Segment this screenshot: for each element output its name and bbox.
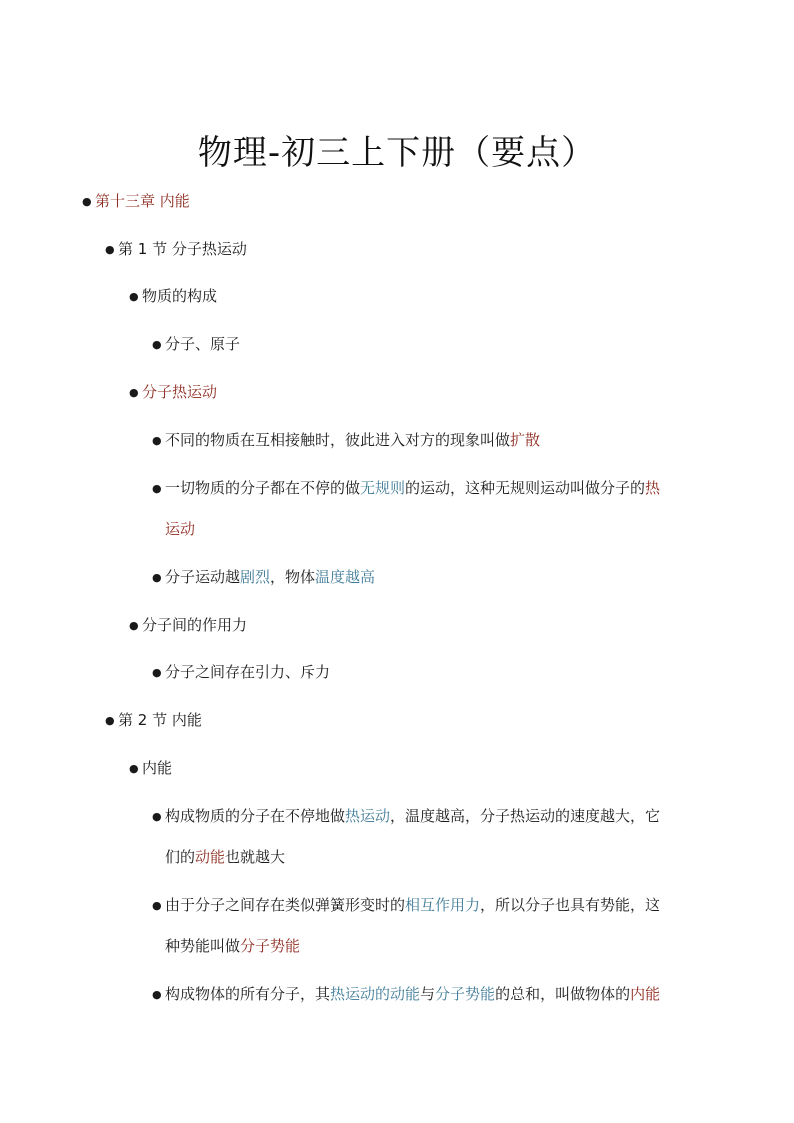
item-text: 构成物质的分子在不停地做 <box>165 807 346 825</box>
item-text: 与 <box>420 985 436 1003</box>
item-text: 内能 <box>142 759 173 777</box>
highlight-text: 热运动 <box>345 807 391 825</box>
item-text: 的运动，这种无规则运动叫做分子的 <box>405 479 646 497</box>
bullet-icon: ● <box>129 386 139 399</box>
item-text: 分子、原子 <box>165 335 241 353</box>
outline-item-potential-cont <box>165 926 300 967</box>
bullet-icon: ● <box>129 762 139 775</box>
item-text: 种势能叫做 <box>165 937 241 955</box>
outline-item-molecules-atoms <box>152 324 241 365</box>
bullet-icon: ● <box>152 899 162 912</box>
item-text: 分子热运动 <box>142 383 218 401</box>
outline-item-irregular <box>152 468 661 509</box>
outline-item-kinetic-cont <box>165 837 285 878</box>
highlight-text: 分子势能 <box>435 985 496 1003</box>
outline-item-sec2 <box>105 700 202 741</box>
outline-item-potential <box>152 885 661 926</box>
item-text: 物质的构成 <box>142 287 218 305</box>
item-text: 们的 <box>165 848 196 866</box>
item-text: ，所以分子也具有势能，这 <box>480 896 661 914</box>
item-text: ，物体 <box>270 568 316 586</box>
outline-item-force <box>129 605 248 646</box>
highlight-text: 温度越高 <box>315 568 376 586</box>
bullet-icon: ● <box>152 988 162 1001</box>
highlight-text: 无规则 <box>360 479 406 497</box>
outline-item-internal-energy <box>129 748 173 789</box>
bullet-icon: ● <box>152 571 162 584</box>
outline-item-irregular-cont <box>165 509 195 550</box>
bullet-icon: ● <box>152 810 162 823</box>
outline-item-intensity <box>152 557 376 598</box>
outline-item-attraction <box>152 652 331 693</box>
outline-item-ch13 <box>82 181 190 222</box>
item-text: 分子运动越 <box>165 568 241 586</box>
bullet-icon: ● <box>105 714 115 727</box>
item-text: 第十三章 内能 <box>95 192 190 210</box>
highlight-text: 内能 <box>630 985 661 1003</box>
outline-item-kinetic <box>152 796 661 837</box>
outline-item-diffusion <box>152 420 541 461</box>
bullet-icon: ● <box>152 338 162 351</box>
highlight-text: 分子势能 <box>240 937 301 955</box>
outline-item-thermal-motion <box>129 372 218 413</box>
bullet-icon: ● <box>82 195 92 208</box>
highlight-text: 动能 <box>195 848 226 866</box>
outline-item-definition <box>152 974 661 1015</box>
highlight-text: 剧烈 <box>240 568 271 586</box>
item-text: 一切物质的分子都在不停的做 <box>165 479 361 497</box>
item-text: 构成物体的所有分子，其 <box>165 985 331 1003</box>
bullet-icon: ● <box>129 619 139 632</box>
outline-item-sec1 <box>105 229 247 270</box>
bullet-icon: ● <box>152 434 162 447</box>
highlight-text: 热 <box>645 479 661 497</box>
item-text: 也就越大 <box>225 848 286 866</box>
bullet-icon: ● <box>152 666 162 679</box>
highlight-text: 运动 <box>165 520 196 538</box>
item-text: ，温度越高，分子热运动的速度越大，它 <box>390 807 661 825</box>
bullet-icon: ● <box>129 290 139 303</box>
item-text: 分子间的作用力 <box>142 616 248 634</box>
page-title: 物理-初三上下册（要点） <box>197 132 597 173</box>
item-text: 第 2 节 内能 <box>118 711 202 729</box>
item-text: 不同的物质在互相接触时，彼此进入对方的现象叫做 <box>165 431 511 449</box>
item-text: 的总和，叫做物体的 <box>495 985 631 1003</box>
highlight-text: 扩散 <box>510 431 541 449</box>
bullet-icon: ● <box>152 482 162 495</box>
item-text: 分子之间存在引力、斥力 <box>165 663 331 681</box>
item-text: 由于分子之间存在类似弹簧形变时的 <box>165 896 406 914</box>
item-text: 第 1 节 分子热运动 <box>118 240 247 258</box>
highlight-text: 相互作用力 <box>405 896 481 914</box>
bullet-icon: ● <box>105 243 115 256</box>
outline-item-composition <box>129 276 218 317</box>
highlight-text: 热运动的动能 <box>330 985 421 1003</box>
